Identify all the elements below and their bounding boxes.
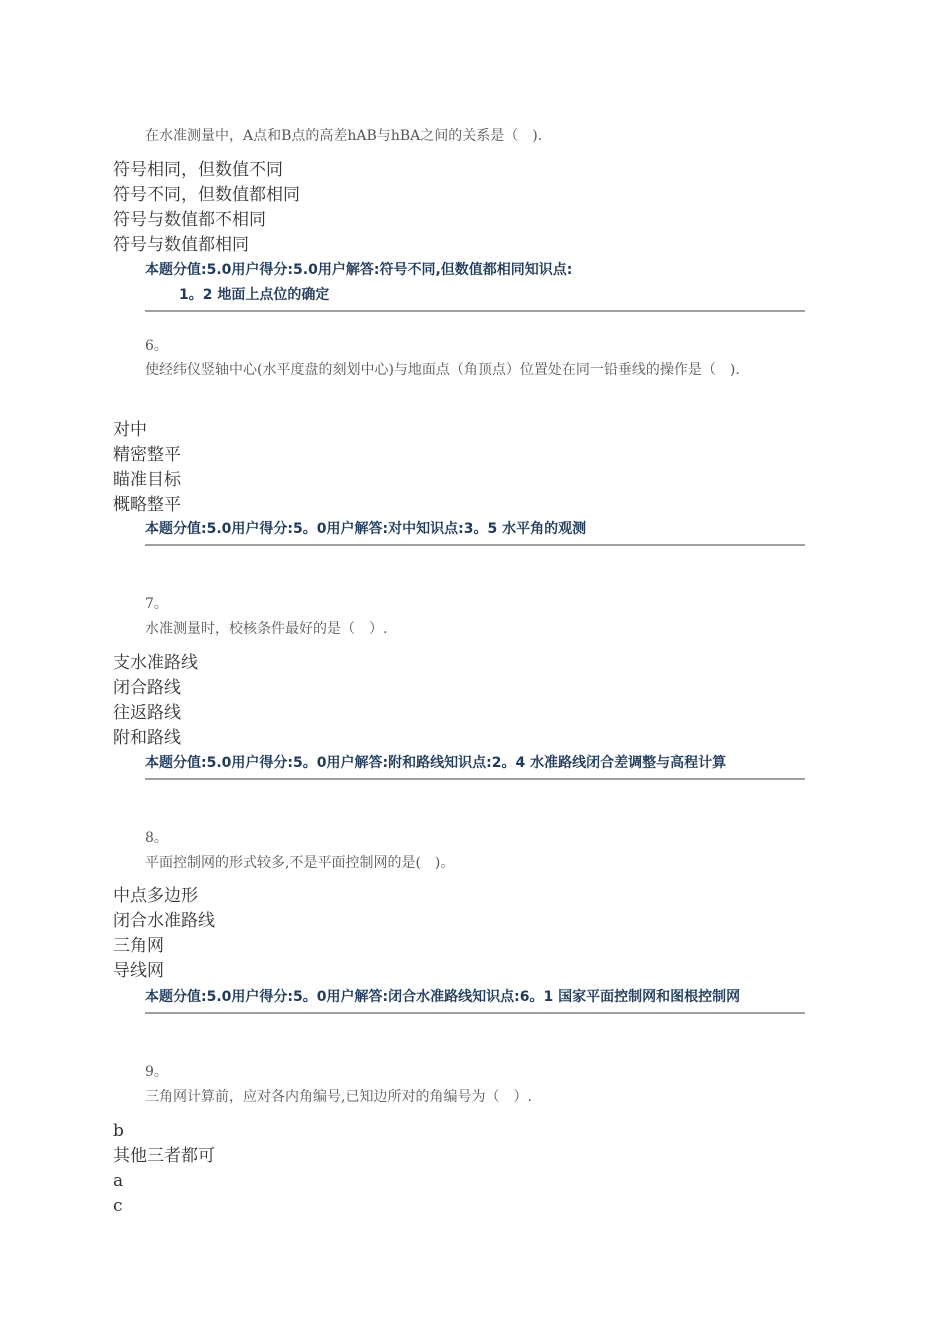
user-answer-label: 用户解答: <box>326 755 389 771</box>
question-number: 9。 <box>145 1064 168 1080</box>
question-number: 7。 <box>145 596 168 612</box>
option-2[interactable]: 闭合路线 <box>113 678 181 698</box>
option-3[interactable]: 往返路线 <box>113 703 181 723</box>
knowledge-label: 知识点: <box>444 755 492 771</box>
user-answer-label: 用户解答: <box>326 989 389 1005</box>
option-4[interactable]: 导线网 <box>113 961 164 981</box>
option-2[interactable]: 其他三者都可 <box>113 1146 215 1166</box>
user-score-label: 用户得分: <box>231 262 294 278</box>
question-text: 使经纬仪竖轴中心(水平度盘的刻划中心)与地面点（角顶点）位置处在同一铅垂线的操作是（ ). <box>145 362 740 378</box>
score-label: 本题分值: <box>145 521 207 537</box>
score-value: 5.0 <box>206 262 232 278</box>
option-1[interactable]: 对中 <box>113 420 147 440</box>
option-3[interactable]: 符号与数值都不相同 <box>113 210 266 230</box>
user-answer-value: 符号不同,但数值都相同 <box>379 262 525 278</box>
knowledge-value: 1。2 地面上点位的确定 <box>179 287 330 303</box>
score-label: 本题分值: <box>145 262 207 278</box>
user-score-value: 5。0 <box>293 755 327 771</box>
option-1[interactable]: 符号相同，但数值不同 <box>113 160 283 180</box>
option-1[interactable]: 中点多边形 <box>113 886 198 906</box>
user-answer-label: 用户解答: <box>326 521 389 537</box>
knowledge-value: 3。5 水平角的观测 <box>463 521 587 537</box>
option-1[interactable]: b <box>113 1121 124 1141</box>
option-4[interactable]: 附和路线 <box>113 728 181 748</box>
knowledge-value: 6。1 国家平面控制网和图根控制网 <box>519 989 741 1005</box>
score-value: 5.0 <box>206 521 232 537</box>
option-2[interactable]: 精密整平 <box>113 445 181 465</box>
option-3[interactable]: 三角网 <box>113 936 164 956</box>
knowledge-label: 知识点: <box>416 521 464 537</box>
user-score-label: 用户得分: <box>231 521 294 537</box>
user-answer-label: 用户解答: <box>317 262 380 278</box>
question-number: 8。 <box>145 830 168 846</box>
score-label: 本题分值: <box>145 755 207 771</box>
question-text: 在水准测量中，A点和B点的高差hAB与hBA之间的关系是（ ). <box>145 128 543 144</box>
option-3[interactable]: 瞄准目标 <box>113 470 181 490</box>
question-text: 水准测量时，校核条件最好的是（ ）. <box>145 621 388 637</box>
score-value: 5.0 <box>206 755 232 771</box>
user-score-value: 5.0 <box>293 262 318 278</box>
user-answer-value: 对中 <box>388 521 417 537</box>
option-4[interactable]: 概略整平 <box>113 495 181 515</box>
user-score-label: 用户得分: <box>231 989 294 1005</box>
knowledge-value: 2。4 水准路线闭合差调整与高程计算 <box>491 755 727 771</box>
score-value: 5.0 <box>206 989 232 1005</box>
score-label: 本题分值: <box>145 989 207 1005</box>
question-text: 三角网计算前，应对各内角编号,已知边所对的角编号为（ ）. <box>145 1089 532 1105</box>
option-4[interactable]: c <box>113 1196 123 1216</box>
question-number: 6。 <box>145 338 168 354</box>
user-score-value: 5。0 <box>293 521 327 537</box>
option-4[interactable]: 符号与数值都相同 <box>113 235 249 255</box>
option-3[interactable]: a <box>113 1171 124 1191</box>
question-text: 平面控制网的形式较多,不是平面控制网的是( )。 <box>145 855 455 871</box>
answer-info <box>145 517 805 546</box>
option-1[interactable]: 支水准路线 <box>113 653 198 673</box>
option-2[interactable]: 闭合水准路线 <box>113 911 215 931</box>
option-2[interactable]: 符号不同，但数值都相同 <box>113 185 300 205</box>
knowledge-label: 知识点: <box>472 989 520 1005</box>
user-score-label: 用户得分: <box>231 755 294 771</box>
user-answer-value: 闭合水准路线 <box>388 989 473 1005</box>
knowledge-label: 知识点: <box>524 262 573 278</box>
user-score-value: 5。0 <box>293 989 327 1005</box>
answer-info <box>145 985 805 1014</box>
user-answer-value: 附和路线 <box>388 755 445 771</box>
answer-info <box>145 258 805 312</box>
answer-info <box>145 751 805 780</box>
